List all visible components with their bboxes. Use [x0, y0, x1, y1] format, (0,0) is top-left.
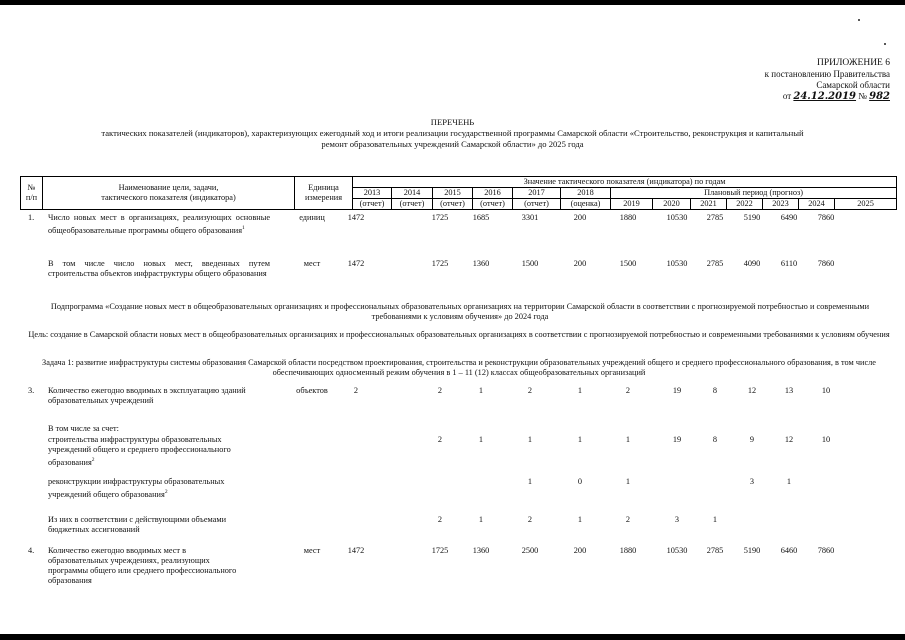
indicator-name — [48, 515, 248, 535]
task-text: Задача 1: развитие инфраструктуры системы образования Самарской области посредством проектирования, строительства и реконструкции образовательных учреждений общего и среднего профессионального образования, в том числе обеспечивающих односменный режим обучения в 1 – 11 (12) классах общеобразовательных организаций — [42, 358, 876, 377]
value-cell: 1725 — [431, 259, 449, 268]
value-cell: 2 — [625, 515, 631, 524]
goal-text: Цель: создание в Самарской области новых мест в общеобразовательных организациях и профессиональных образовательных организациях в соответствии с прогнозируемой потребностью и современными требованиями к условиям обучения — [28, 330, 890, 339]
header-plan-year: 2021 — [691, 199, 727, 210]
value-cell: 2 — [437, 386, 443, 395]
value-cell: 1500 — [619, 259, 637, 268]
indicator-name — [48, 546, 248, 586]
unit-cell: единиц — [299, 213, 325, 222]
bottom-border — [0, 634, 905, 640]
value-cell: 19 — [672, 435, 682, 444]
indicator-name-text: Количество ежегодно вводимых в эксплуатацию зданий образовательных учреждений — [48, 386, 246, 405]
value-cell: 1 — [478, 515, 484, 524]
footnote-mark: 1 — [242, 225, 245, 231]
value-cell: 2 — [527, 515, 533, 524]
value-cell: 1 — [577, 435, 583, 444]
appendix-title: ПРИЛОЖЕНИЕ 6 — [816, 58, 890, 68]
value-cell: 1360 — [472, 259, 490, 268]
value-cell: 200 — [573, 546, 587, 555]
header-plan-year: 2024 — [799, 199, 835, 210]
value-cell: 1 — [527, 435, 533, 444]
value-cell: 2 — [437, 515, 443, 524]
value-cell: 7860 — [817, 546, 835, 555]
unit-cell: мест — [303, 259, 321, 268]
value-cell: 2785 — [706, 213, 724, 222]
value-cell: 19 — [672, 386, 682, 395]
header-year: 2016 — [473, 188, 513, 199]
value-cell: 8 — [712, 435, 718, 444]
indicators-table-header — [20, 176, 897, 210]
value-cell: 2 — [353, 386, 359, 395]
indicator-name — [48, 213, 270, 236]
number-prefix: № — [858, 91, 867, 101]
header-unit: Единица измерения — [295, 177, 353, 210]
header-planned: Плановый период (прогноз) — [611, 188, 897, 199]
value-cell: 3 — [674, 515, 680, 524]
header-no: № п/п — [21, 177, 43, 210]
value-cell: 10 — [821, 386, 831, 395]
value-cell: 200 — [573, 259, 587, 268]
value-cell: 5190 — [743, 213, 761, 222]
value-cell: 5190 — [743, 546, 761, 555]
unit-cell: объектов — [296, 386, 328, 395]
indicator-name — [48, 435, 248, 468]
value-cell: 6490 — [780, 213, 798, 222]
indicator-name-text: Количество ежегодно вводимых мест в образовательных учреждениях, реализующих программы общего или среднего профессионального образования — [48, 546, 237, 585]
value-cell: 1 — [577, 515, 583, 524]
value-cell: 13 — [784, 386, 794, 395]
indicator-name-text: В том числе за счет: — [48, 424, 119, 433]
value-cell: 6110 — [780, 259, 798, 268]
value-cell: 10 — [821, 435, 831, 444]
value-cell: 1725 — [431, 546, 449, 555]
value-cell: 3301 — [521, 213, 539, 222]
header-plan-year: 2019 — [611, 199, 653, 210]
value-cell: 200 — [573, 213, 587, 222]
footnote-mark: 2 — [164, 489, 168, 495]
value-cell: 1 — [478, 386, 484, 395]
value-cell: 1685 — [472, 213, 490, 222]
indicator-name-text: строительства инфраструктуры образовательных учреждений общего и среднего профессионального образования — [48, 435, 231, 467]
value-cell: 10530 — [666, 213, 688, 222]
value-cell: 10530 — [666, 259, 688, 268]
value-cell: 1880 — [619, 546, 637, 555]
footnote-mark: 2 — [91, 457, 95, 463]
header-note: (отчет) — [473, 199, 513, 210]
indicator-name — [48, 259, 270, 279]
value-cell: 1 — [786, 477, 792, 486]
header-year: 2017 — [513, 188, 561, 199]
header-note: (отчет) — [513, 199, 561, 210]
header-note: (отчет) — [392, 199, 433, 210]
value-cell: 1360 — [472, 546, 490, 555]
header-plan-year: 2020 — [653, 199, 691, 210]
value-cell: 2785 — [706, 546, 724, 555]
value-cell: 12 — [747, 386, 757, 395]
header-year: 2018 — [561, 188, 611, 199]
value-cell: 1472 — [347, 213, 365, 222]
value-cell: 1 — [625, 477, 631, 486]
number-value: 982 — [869, 91, 890, 102]
row-number: 3. — [28, 386, 35, 395]
header-note: (отчет) — [433, 199, 473, 210]
value-cell: 2500 — [521, 546, 539, 555]
title-line: тактических показателей (индикаторов), характеризующих ежегодный ход и итоги реализации государственной программы Самарской области «Строительство, реконструкция и капитальный — [101, 128, 804, 138]
value-cell: 0 — [577, 477, 583, 486]
value-cell: 1 — [577, 386, 583, 395]
top-border — [0, 0, 905, 5]
value-cell: 1 — [527, 477, 533, 486]
scan-speck — [858, 19, 860, 21]
date-prefix: от — [782, 91, 792, 101]
value-cell: 1472 — [347, 259, 365, 268]
value-cell: 9 — [749, 435, 755, 444]
subprogram-text: Подпрограмма «Создание новых мест в общеобразовательных организациях и профессиональных образовательных организациях на территории Самарской области в соответствии с прогнозируемой потребностью и современными требованиями к условиям обучения» до 2024 года — [50, 302, 870, 321]
value-cell: 6460 — [780, 546, 798, 555]
indicator-name-text: Из них в соответствии с действующими объемами бюджетных ассигнований — [48, 515, 227, 534]
row-number: 1. — [28, 213, 35, 222]
indicator-name — [48, 386, 248, 406]
indicator-name-text: реконструкции инфраструктуры образовательных учреждений общего образования — [48, 477, 225, 499]
value-cell: 4090 — [743, 259, 761, 268]
title-heading: ПЕРЕЧЕНЬ — [430, 117, 475, 127]
value-cell: 8 — [712, 386, 718, 395]
value-cell: 2 — [527, 386, 533, 395]
row-number: 4. — [28, 546, 35, 555]
appendix-date-line — [690, 91, 890, 102]
appendix-block — [690, 58, 890, 102]
value-cell: 1725 — [431, 213, 449, 222]
value-cell: 10530 — [666, 546, 688, 555]
value-cell: 1 — [625, 435, 631, 444]
value-cell: 2785 — [706, 259, 724, 268]
value-cell: 1880 — [619, 213, 637, 222]
appendix-line: Самарской области — [816, 80, 890, 90]
value-cell: 1 — [712, 515, 718, 524]
value-cell: 3 — [749, 477, 755, 486]
indicator-name — [48, 424, 248, 434]
header-year: 2013 — [353, 188, 392, 199]
header-year: 2014 — [392, 188, 433, 199]
unit-cell: мест — [303, 546, 321, 555]
value-cell: 7860 — [817, 259, 835, 268]
date-value: 24.12.2019 — [793, 91, 857, 102]
value-cell: 7860 — [817, 213, 835, 222]
value-cell: 12 — [784, 435, 794, 444]
value-cell: 1500 — [521, 259, 539, 268]
header-year: 2015 — [433, 188, 473, 199]
appendix-line: к постановлению Правительства — [764, 69, 890, 79]
value-cell: 2 — [625, 386, 631, 395]
value-cell: 2 — [437, 435, 443, 444]
header-note: (отчет) — [353, 199, 392, 210]
indicator-name-text: В том числе число новых мест, введенных путем строительства объектов инфраструктуры общего образования — [48, 259, 270, 278]
header-plan-year: 2022 — [727, 199, 763, 210]
title-line: ремонт образовательных учреждений Самарской области» до 2025 года — [321, 139, 584, 149]
header-plan-year: 2025 — [835, 199, 897, 210]
value-cell: 1472 — [347, 546, 365, 555]
indicator-name — [48, 477, 248, 500]
document-title — [20, 117, 885, 150]
scan-speck — [884, 43, 886, 45]
header-group: Значение тактического показателя (индикатора) по годам — [353, 177, 897, 188]
header-name: Наименование цели, задачи, тактического показателя (индикатора) — [43, 177, 295, 210]
header-plan-year: 2023 — [763, 199, 799, 210]
header-note: (оценка) — [561, 199, 611, 210]
indicator-name-text: Число новых мест в организациях, реализующих основные общеобразовательные программы общего образования — [48, 213, 270, 235]
value-cell: 1 — [478, 435, 484, 444]
